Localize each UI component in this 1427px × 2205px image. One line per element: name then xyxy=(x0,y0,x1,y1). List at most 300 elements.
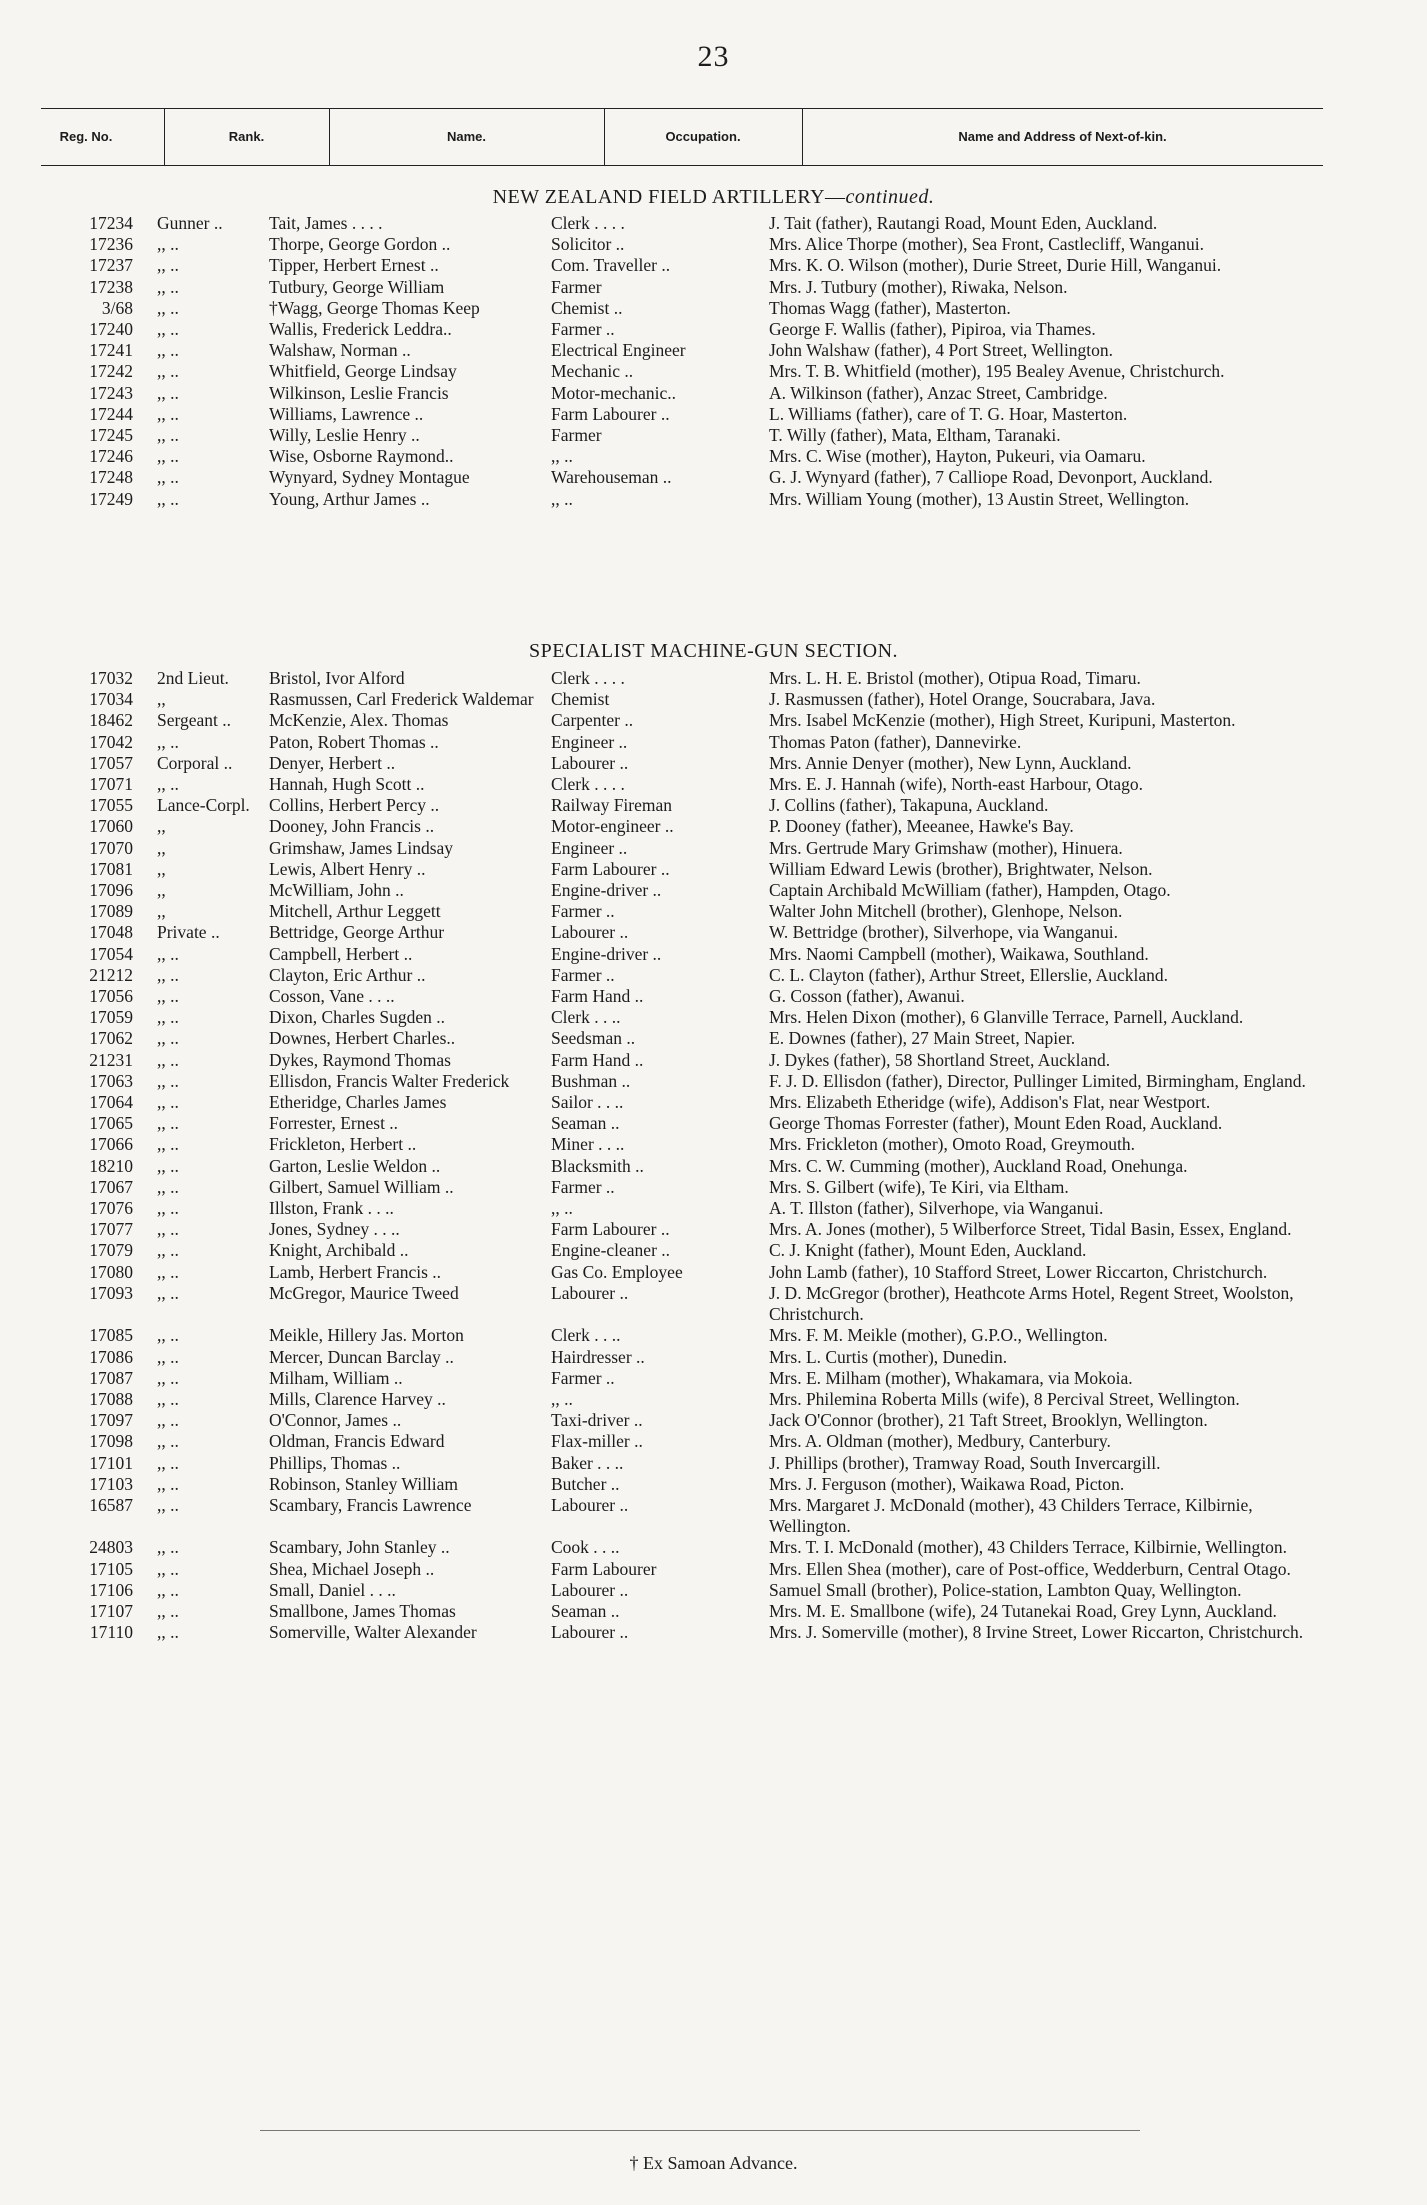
reg-no-cell: 17244 xyxy=(89,403,133,424)
occupation-cell: Mechanic .. xyxy=(551,361,634,382)
reg-no-cell: 17236 xyxy=(89,234,133,255)
rank-cell: ,, xyxy=(157,837,166,858)
name-cell: Gilbert, Samuel William .. xyxy=(269,1176,454,1197)
header-next-of-kin: Name and Address of Next-of-kin. xyxy=(958,129,1167,144)
next-of-kin-cell: Mrs. Ellen Shea (mother), care of Post-office, Wedderburn, Central Otago. xyxy=(769,1558,1291,1579)
reg-no-cell: 17063 xyxy=(89,1070,133,1091)
name-cell: McKenzie, Alex. Thomas xyxy=(269,710,449,731)
reg-no-cell: 17097 xyxy=(89,1410,133,1431)
name-cell: Walshaw, Norman .. xyxy=(269,340,411,361)
rank-cell: ,, xyxy=(157,689,166,710)
rank-cell: ,, .. xyxy=(157,1070,179,1091)
next-of-kin-cell: Mrs. A. Jones (mother), 5 Wilberforce Street, Tidal Basin, Essex, England. xyxy=(769,1219,1292,1240)
table-row xyxy=(41,446,1331,467)
rank-cell: ,, .. xyxy=(157,1113,179,1134)
table-row xyxy=(41,838,1331,859)
next-of-kin-cell: Mrs. T. I. McDonald (mother), 43 Childers Terrace, Kilbirnie, Wellington. xyxy=(769,1537,1288,1558)
occupation-cell: Clerk . . . . xyxy=(551,774,625,795)
next-of-kin-cell: Mrs. J. Ferguson (mother), Waikawa Road, Picton. xyxy=(769,1473,1125,1494)
table-row xyxy=(41,1580,1331,1601)
reg-no-cell: 17055 xyxy=(89,795,133,816)
table-row xyxy=(41,859,1331,880)
occupation-cell: Motor-mechanic.. xyxy=(551,382,677,403)
occupation-cell: Farm Labourer .. xyxy=(551,1219,670,1240)
rank-cell: ,, .. xyxy=(157,1558,179,1579)
next-of-kin-cell: Mrs. Isabel McKenzie (mother), High Street, Kuripuni, Masterton. xyxy=(769,710,1236,731)
rank-cell: Corporal .. xyxy=(157,752,233,773)
next-of-kin-cell: J. Tait (father), Rautangi Road, Mount Eden, Auckland. xyxy=(769,213,1158,233)
table-row xyxy=(41,774,1331,795)
next-of-kin-cell: C. J. Knight (father), Mount Eden, Auckland. xyxy=(769,1240,1087,1261)
table-row xyxy=(41,404,1331,425)
occupation-cell: ,, .. xyxy=(551,1198,573,1219)
header-occupation: Occupation. xyxy=(665,129,741,144)
name-cell: Small, Daniel . . .. xyxy=(269,1579,396,1600)
rank-cell: ,, .. xyxy=(157,1155,179,1176)
name-cell: Downes, Herbert Charles.. xyxy=(269,1028,456,1049)
occupation-cell: Solicitor .. xyxy=(551,234,625,255)
name-cell: McGregor, Maurice Tweed xyxy=(269,1282,459,1303)
rank-cell: ,, xyxy=(157,901,166,922)
name-cell: Whitfield, George Lindsay xyxy=(269,361,457,382)
name-cell: Mills, Clarence Harvey .. xyxy=(269,1388,446,1409)
name-cell: Thorpe, George Gordon .. xyxy=(269,234,451,255)
reg-no-cell: 17243 xyxy=(89,382,133,403)
name-cell: O'Connor, James .. xyxy=(269,1410,402,1431)
name-cell: Clayton, Eric Arthur .. xyxy=(269,964,426,985)
occupation-cell: Farmer xyxy=(551,276,602,297)
reg-no-cell: 17076 xyxy=(89,1198,133,1219)
rank-cell: ,, .. xyxy=(157,446,179,467)
name-cell: Knight, Archibald .. xyxy=(269,1240,409,1261)
next-of-kin-cell: Mrs. William Young (mother), 13 Austin Street, Wellington. xyxy=(769,488,1190,509)
name-cell: Dooney, John Francis .. xyxy=(269,816,435,837)
next-of-kin-cell: Mrs. Annie Denyer (mother), New Lynn, Auckland. xyxy=(769,752,1132,773)
table-row xyxy=(41,467,1331,488)
occupation-cell: ,, .. xyxy=(551,1388,573,1409)
table-row xyxy=(41,425,1331,446)
table-row xyxy=(41,1134,1331,1155)
reg-no-cell: 17060 xyxy=(89,816,133,837)
name-cell: Mercer, Duncan Barclay .. xyxy=(269,1346,454,1367)
rank-cell: 2nd Lieut. xyxy=(157,668,229,688)
next-of-kin-cell: Mrs. E. Milham (mother), Whakamara, via Mokoia. xyxy=(769,1367,1133,1388)
rank-cell: ,, xyxy=(157,858,166,879)
rank-cell: ,, .. xyxy=(157,403,179,424)
occupation-cell: Sailor . . .. xyxy=(551,1092,624,1113)
table-row xyxy=(41,1007,1331,1028)
reg-no-cell: 17064 xyxy=(89,1092,133,1113)
name-cell: Robinson, Stanley William xyxy=(269,1473,459,1494)
next-of-kin-cell: George Thomas Forrester (father), Mount Eden Road, Auckland. xyxy=(769,1113,1223,1134)
reg-no-cell: 17087 xyxy=(89,1367,133,1388)
occupation-cell: Engineer .. xyxy=(551,837,628,858)
occupation-cell: Hairdresser .. xyxy=(551,1346,645,1367)
occupation-cell: Farm Labourer xyxy=(551,1558,657,1579)
section-title-field-artillery xyxy=(0,186,1427,209)
next-of-kin-cell: F. J. D. Ellisdon (father), Director, Pullinger Limited, Birmingham, England. xyxy=(769,1070,1306,1091)
header-name: Name. xyxy=(446,129,487,144)
reg-no-cell: 17241 xyxy=(89,340,133,361)
rank-cell: Sergeant .. xyxy=(157,710,232,731)
reg-no-cell: 17056 xyxy=(89,986,133,1007)
table-row xyxy=(41,1559,1331,1580)
reg-no-cell: 17077 xyxy=(89,1219,133,1240)
occupation-cell: Carpenter .. xyxy=(551,710,634,731)
occupation-cell: Chemist .. xyxy=(551,297,623,318)
table-row xyxy=(41,816,1331,837)
rank-cell: ,, .. xyxy=(157,1092,179,1113)
next-of-kin-cell: A. T. Illston (father), Silverhope, via Wanganui. xyxy=(769,1198,1104,1219)
next-of-kin-cell: Mrs. Naomi Campbell (mother), Waikawa, Southland. xyxy=(769,943,1149,964)
rank-cell: Private .. xyxy=(157,922,220,943)
section-title-text: NEW ZEALAND FIELD ARTILLERY— xyxy=(492,186,846,208)
occupation-cell: Chemist xyxy=(551,689,610,710)
name-cell: Paton, Robert Thomas .. xyxy=(269,731,439,752)
next-of-kin-cell: J. Rasmussen (father), Hotel Orange, Soucrabara, Java. xyxy=(769,689,1156,710)
name-cell: Tait, James . . . . xyxy=(269,213,383,233)
table-row xyxy=(41,1453,1331,1474)
name-cell: Oldman, Francis Edward xyxy=(269,1431,445,1452)
occupation-cell: Farm Hand .. xyxy=(551,986,644,1007)
rank-cell: ,, .. xyxy=(157,1346,179,1367)
reg-no-cell: 17085 xyxy=(89,1325,133,1346)
rank-cell: ,, .. xyxy=(157,361,179,382)
reg-no-cell: 17237 xyxy=(89,255,133,276)
table-row xyxy=(41,795,1331,816)
name-cell: Milham, William .. xyxy=(269,1367,403,1388)
reg-no-cell: 17070 xyxy=(89,837,133,858)
occupation-cell: Clerk . . .. xyxy=(551,1325,621,1346)
table-row xyxy=(41,1177,1331,1198)
rank-cell: ,, .. xyxy=(157,1198,179,1219)
rank-cell: ,, .. xyxy=(157,731,179,752)
occupation-cell: Farm Labourer .. xyxy=(551,858,670,879)
rank-cell: ,, .. xyxy=(157,425,179,446)
table-row xyxy=(41,1368,1331,1389)
name-cell: Denyer, Herbert .. xyxy=(269,752,396,773)
rank-cell: ,, .. xyxy=(157,1049,179,1070)
rank-cell: ,, .. xyxy=(157,1431,179,1452)
table-row xyxy=(41,383,1331,404)
next-of-kin-cell: Captain Archibald McWilliam (father), Hampden, Otago. xyxy=(769,880,1171,901)
table-row xyxy=(41,340,1331,361)
rank-cell: ,, .. xyxy=(157,1028,179,1049)
occupation-cell: Labourer .. xyxy=(551,1282,629,1303)
rank-cell: ,, .. xyxy=(157,340,179,361)
rank-cell: ,, xyxy=(157,880,166,901)
table-row xyxy=(41,1219,1331,1240)
next-of-kin-cell: T. Willy (father), Mata, Eltham, Taranaki. xyxy=(769,425,1061,446)
reg-no-cell: 17246 xyxy=(89,446,133,467)
rank-cell: ,, .. xyxy=(157,1494,179,1515)
reg-no-cell: 17106 xyxy=(89,1579,133,1600)
table-row xyxy=(41,986,1331,1007)
occupation-cell: Gas Co. Employee xyxy=(551,1261,683,1282)
occupation-cell: ,, .. xyxy=(551,488,573,509)
reg-no-cell: 16587 xyxy=(89,1494,133,1515)
occupation-cell: Com. Traveller .. xyxy=(551,255,671,276)
roll-table-machine-gun xyxy=(41,668,1331,1643)
table-row xyxy=(41,1389,1331,1410)
table-row xyxy=(41,901,1331,922)
occupation-cell: Seaman .. xyxy=(551,1600,620,1621)
rank-cell: ,, .. xyxy=(157,276,179,297)
name-cell: Frickleton, Herbert .. xyxy=(269,1134,417,1155)
next-of-kin-cell: Samuel Small (brother), Police-station, Lambton Quay, Wellington. xyxy=(769,1579,1242,1600)
next-of-kin-cell: Mrs. A. Oldman (mother), Medbury, Canterbury. xyxy=(769,1431,1111,1452)
rank-cell: ,, .. xyxy=(157,467,179,488)
rank-cell: ,, .. xyxy=(157,1600,179,1621)
name-cell: Dixon, Charles Sugden .. xyxy=(269,1007,445,1028)
name-cell: Jones, Sydney . . .. xyxy=(269,1219,400,1240)
name-cell: Mitchell, Arthur Leggett xyxy=(269,901,441,922)
reg-no-cell: 17032 xyxy=(89,668,133,688)
table-row xyxy=(41,1240,1331,1261)
name-cell: Williams, Lawrence .. xyxy=(269,403,424,424)
occupation-cell: Taxi-driver .. xyxy=(551,1410,643,1431)
rank-cell: ,, .. xyxy=(157,234,179,255)
rank-cell: Lance-Corpl. xyxy=(157,795,250,816)
next-of-kin-cell: Mrs. Frickleton (mother), Omoto Road, Greymouth. xyxy=(769,1134,1135,1155)
reg-no-cell: 17079 xyxy=(89,1240,133,1261)
occupation-cell: Electrical Engineer xyxy=(551,340,686,361)
table-row xyxy=(41,489,1331,510)
rank-cell: ,, .. xyxy=(157,774,179,795)
reg-no-cell: 17242 xyxy=(89,361,133,382)
footer-rule xyxy=(260,2130,1140,2131)
table-row xyxy=(41,732,1331,753)
occupation-cell: Labourer .. xyxy=(551,922,629,943)
next-of-kin-cell: Walter John Mitchell (brother), Glenhope, Nelson. xyxy=(769,901,1123,922)
rank-cell: ,, .. xyxy=(157,319,179,340)
occupation-cell: Labourer .. xyxy=(551,1494,629,1515)
table-row xyxy=(41,1113,1331,1134)
rank-cell: ,, .. xyxy=(157,1622,179,1643)
section-title-suffix: continued. xyxy=(845,186,935,208)
reg-no-cell: 17234 xyxy=(89,213,133,233)
table-row xyxy=(41,668,1331,689)
next-of-kin-cell: Mrs. E. J. Hannah (wife), North-east Harbour, Otago. xyxy=(769,774,1143,795)
table-row xyxy=(41,277,1331,298)
next-of-kin-cell: P. Dooney (father), Meeanee, Hawke's Bay. xyxy=(769,816,1074,837)
name-cell: Bettridge, George Arthur xyxy=(269,922,445,943)
next-of-kin-cell: Thomas Wagg (father), Masterton. xyxy=(769,297,1011,318)
name-cell: Hannah, Hugh Scott .. xyxy=(269,774,425,795)
occupation-cell: Seedsman .. xyxy=(551,1028,636,1049)
name-cell: Shea, Michael Joseph .. xyxy=(269,1558,435,1579)
reg-no-cell: 21212 xyxy=(89,964,133,985)
name-cell: Scambary, Francis Lawrence xyxy=(269,1494,472,1515)
reg-no-cell: 17065 xyxy=(89,1113,133,1134)
occupation-cell: Farm Hand .. xyxy=(551,1049,644,1070)
next-of-kin-cell: Thomas Paton (father), Dannevirke. xyxy=(769,731,1022,752)
name-cell: Garton, Leslie Weldon .. xyxy=(269,1155,441,1176)
name-cell: †Wagg, George Thomas Keep xyxy=(269,297,480,318)
reg-no-cell: 3/68 xyxy=(101,297,133,318)
reg-no-cell: 17110 xyxy=(89,1622,133,1643)
next-of-kin-cell: Mrs. M. E. Smallbone (wife), 24 Tutanekai Road, Grey Lynn, Auckland. xyxy=(769,1600,1277,1621)
table-row xyxy=(41,922,1331,943)
rank-cell: ,, .. xyxy=(157,255,179,276)
next-of-kin-cell: Mrs. Alice Thorpe (mother), Sea Front, Castlecliff, Wanganui. xyxy=(769,234,1205,255)
rank-cell: ,, .. xyxy=(157,1367,179,1388)
rank-cell: ,, .. xyxy=(157,1261,179,1282)
rank-cell: ,, .. xyxy=(157,382,179,403)
header-rank: Rank. xyxy=(228,129,265,144)
table-row xyxy=(41,1601,1331,1622)
name-cell: Cosson, Vane . . .. xyxy=(269,986,395,1007)
next-of-kin-cell: J. Phillips (brother), Tramway Road, South Invercargill. xyxy=(769,1452,1161,1473)
rank-cell: ,, xyxy=(157,816,166,837)
reg-no-cell: 17238 xyxy=(89,276,133,297)
occupation-cell: Cook . . .. xyxy=(551,1537,620,1558)
reg-no-cell: 17105 xyxy=(89,1558,133,1579)
name-cell: Wynyard, Sydney Montague xyxy=(269,467,470,488)
rank-cell: ,, .. xyxy=(157,1325,179,1346)
footnote: † Ex Samoan Advance. xyxy=(629,2153,798,2173)
occupation-cell: Engineer .. xyxy=(551,731,628,752)
next-of-kin-cell: William Edward Lewis (brother), Brightwater, Nelson. xyxy=(769,858,1153,879)
occupation-cell: Railway Fireman xyxy=(551,795,673,816)
name-cell: Meikle, Hillery Jas. Morton xyxy=(269,1325,464,1346)
occupation-cell: Clerk . . .. xyxy=(551,1007,621,1028)
name-cell: Lewis, Albert Henry .. xyxy=(269,858,426,879)
reg-no-cell: 17249 xyxy=(89,488,133,509)
table-row xyxy=(41,298,1331,319)
occupation-cell: Baker . . .. xyxy=(551,1452,624,1473)
reg-no-cell: 17103 xyxy=(89,1473,133,1494)
table-row xyxy=(41,1622,1331,1643)
occupation-cell: Flax-miller .. xyxy=(551,1431,643,1452)
reg-no-cell: 17066 xyxy=(89,1134,133,1155)
reg-no-cell: 17089 xyxy=(89,901,133,922)
next-of-kin-cell: Mrs. Philemina Roberta Mills (wife), 8 Percival Street, Wellington. xyxy=(769,1388,1240,1409)
table-row xyxy=(41,1262,1331,1283)
next-of-kin-cell: Mrs. Gertrude Mary Grimshaw (mother), Hinuera. xyxy=(769,837,1123,858)
roll-table-field-artillery xyxy=(41,213,1331,510)
rank-cell: ,, .. xyxy=(157,986,179,1007)
next-of-kin-cell: C. L. Clayton (father), Arthur Street, Ellerslie, Auckland. xyxy=(769,964,1168,985)
reg-no-cell: 17054 xyxy=(89,943,133,964)
name-cell: Bristol, Ivor Alford xyxy=(269,668,405,688)
name-cell: Lamb, Herbert Francis .. xyxy=(269,1261,442,1282)
table-row xyxy=(41,1474,1331,1495)
next-of-kin-cell: J. D. McGregor (brother), Heathcote Arms Hotel, Regent Street, Woolston, Christchurch. xyxy=(769,1282,1294,1325)
occupation-cell: Farmer .. xyxy=(551,964,615,985)
name-cell: Rasmussen, Carl Frederick Waldemar xyxy=(269,689,534,710)
occupation-cell: Farmer .. xyxy=(551,1176,615,1197)
name-cell: Tipper, Herbert Ernest .. xyxy=(269,255,439,276)
occupation-cell: Clerk . . . . xyxy=(551,668,625,688)
name-cell: Dykes, Raymond Thomas xyxy=(269,1049,451,1070)
next-of-kin-cell: John Walshaw (father), 4 Port Street, Wellington. xyxy=(769,340,1114,361)
next-of-kin-cell: Mrs. T. B. Whitfield (mother), 195 Bealey Avenue, Christchurch. xyxy=(769,361,1225,382)
name-cell: Phillips, Thomas .. xyxy=(269,1452,401,1473)
occupation-cell: Engine-driver .. xyxy=(551,943,662,964)
name-cell: Wise, Osborne Raymond.. xyxy=(269,446,454,467)
reg-no-cell: 17034 xyxy=(89,689,133,710)
reg-no-cell: 17101 xyxy=(89,1452,133,1473)
rank-cell: Gunner .. xyxy=(157,213,223,233)
occupation-cell: Engine-driver .. xyxy=(551,880,662,901)
occupation-cell: Blacksmith .. xyxy=(551,1155,644,1176)
table-row xyxy=(41,361,1331,382)
next-of-kin-cell: Mrs. Helen Dixon (mother), 6 Glanville Terrace, Parnell, Auckland. xyxy=(769,1007,1244,1028)
occupation-cell: Farmer xyxy=(551,425,602,446)
table-row xyxy=(41,1156,1331,1177)
table-row xyxy=(41,1495,1331,1537)
occupation-cell: Butcher .. xyxy=(551,1473,620,1494)
page-number: 23 xyxy=(697,40,730,73)
section-title-machine-gun: SPECIALIST MACHINE-GUN SECTION. xyxy=(528,640,899,662)
next-of-kin-cell: John Lamb (father), 10 Stafford Street, Lower Riccarton, Christchurch. xyxy=(769,1261,1268,1282)
next-of-kin-cell: Mrs. S. Gilbert (wife), Te Kiri, via Eltham. xyxy=(769,1176,1069,1197)
table-row xyxy=(41,689,1331,710)
occupation-cell: Labourer .. xyxy=(551,1622,629,1643)
table-row xyxy=(41,710,1331,731)
name-cell: Young, Arthur James .. xyxy=(269,488,430,509)
rank-cell: ,, .. xyxy=(157,943,179,964)
reg-no-cell: 17093 xyxy=(89,1282,133,1303)
reg-no-cell: 17057 xyxy=(89,752,133,773)
reg-no-cell: 21231 xyxy=(89,1049,133,1070)
reg-no-cell: 17042 xyxy=(89,731,133,752)
name-cell: Etheridge, Charles James xyxy=(269,1092,447,1113)
next-of-kin-cell: Mrs. Elizabeth Etheridge (wife), Addison's Flat, near Westport. xyxy=(769,1092,1211,1113)
next-of-kin-cell: Mrs. L. H. E. Bristol (mother), Otipua Road, Timaru. xyxy=(769,668,1141,688)
rank-cell: ,, .. xyxy=(157,1176,179,1197)
reg-no-cell: 17059 xyxy=(89,1007,133,1028)
reg-no-cell: 24803 xyxy=(89,1537,133,1558)
column-header-row xyxy=(41,108,1323,166)
next-of-kin-cell: L. Williams (father), care of T. G. Hoar, Masterton. xyxy=(769,403,1128,424)
occupation-cell: Motor-engineer .. xyxy=(551,816,674,837)
rank-cell: ,, .. xyxy=(157,1240,179,1261)
name-cell: Wallis, Frederick Leddra.. xyxy=(269,319,452,340)
table-row xyxy=(41,1410,1331,1431)
occupation-cell: Warehouseman .. xyxy=(551,467,672,488)
occupation-cell: Farm Labourer .. xyxy=(551,403,670,424)
occupation-cell: Miner . . .. xyxy=(551,1134,625,1155)
reg-no-cell: 17245 xyxy=(89,425,133,446)
reg-no-cell: 18210 xyxy=(89,1155,133,1176)
reg-no-cell: 17240 xyxy=(89,319,133,340)
reg-no-cell: 17107 xyxy=(89,1600,133,1621)
table-row xyxy=(41,255,1331,276)
next-of-kin-cell: G. J. Wynyard (father), 7 Calliope Road, Devonport, Auckland. xyxy=(769,467,1213,488)
next-of-kin-cell: Mrs. C. Wise (mother), Hayton, Pukeuri, via Oamaru. xyxy=(769,446,1146,467)
next-of-kin-cell: Mrs. Margaret J. McDonald (mother), 43 Childers Terrace, Kilbirnie, Wellington. xyxy=(769,1494,1253,1537)
name-cell: Grimshaw, James Lindsay xyxy=(269,837,454,858)
table-row xyxy=(41,1431,1331,1452)
next-of-kin-cell: Mrs. C. W. Cumming (mother), Auckland Road, Onehunga. xyxy=(769,1155,1188,1176)
rank-cell: ,, .. xyxy=(157,1134,179,1155)
next-of-kin-cell: Mrs. F. M. Meikle (mother), G.P.O., Wellington. xyxy=(769,1325,1108,1346)
rank-cell: ,, .. xyxy=(157,1473,179,1494)
rank-cell: ,, .. xyxy=(157,1282,179,1303)
occupation-cell: Farmer .. xyxy=(551,1367,615,1388)
table-row xyxy=(41,213,1331,234)
reg-no-cell: 18462 xyxy=(89,710,133,731)
rank-cell: ,, .. xyxy=(157,1219,179,1240)
occupation-cell: Farmer .. xyxy=(551,319,615,340)
table-row xyxy=(41,1537,1331,1558)
table-row xyxy=(41,1050,1331,1071)
reg-no-cell: 17081 xyxy=(89,858,133,879)
name-cell: Wilkinson, Leslie Francis xyxy=(269,382,449,403)
occupation-cell: Bushman .. xyxy=(551,1070,631,1091)
